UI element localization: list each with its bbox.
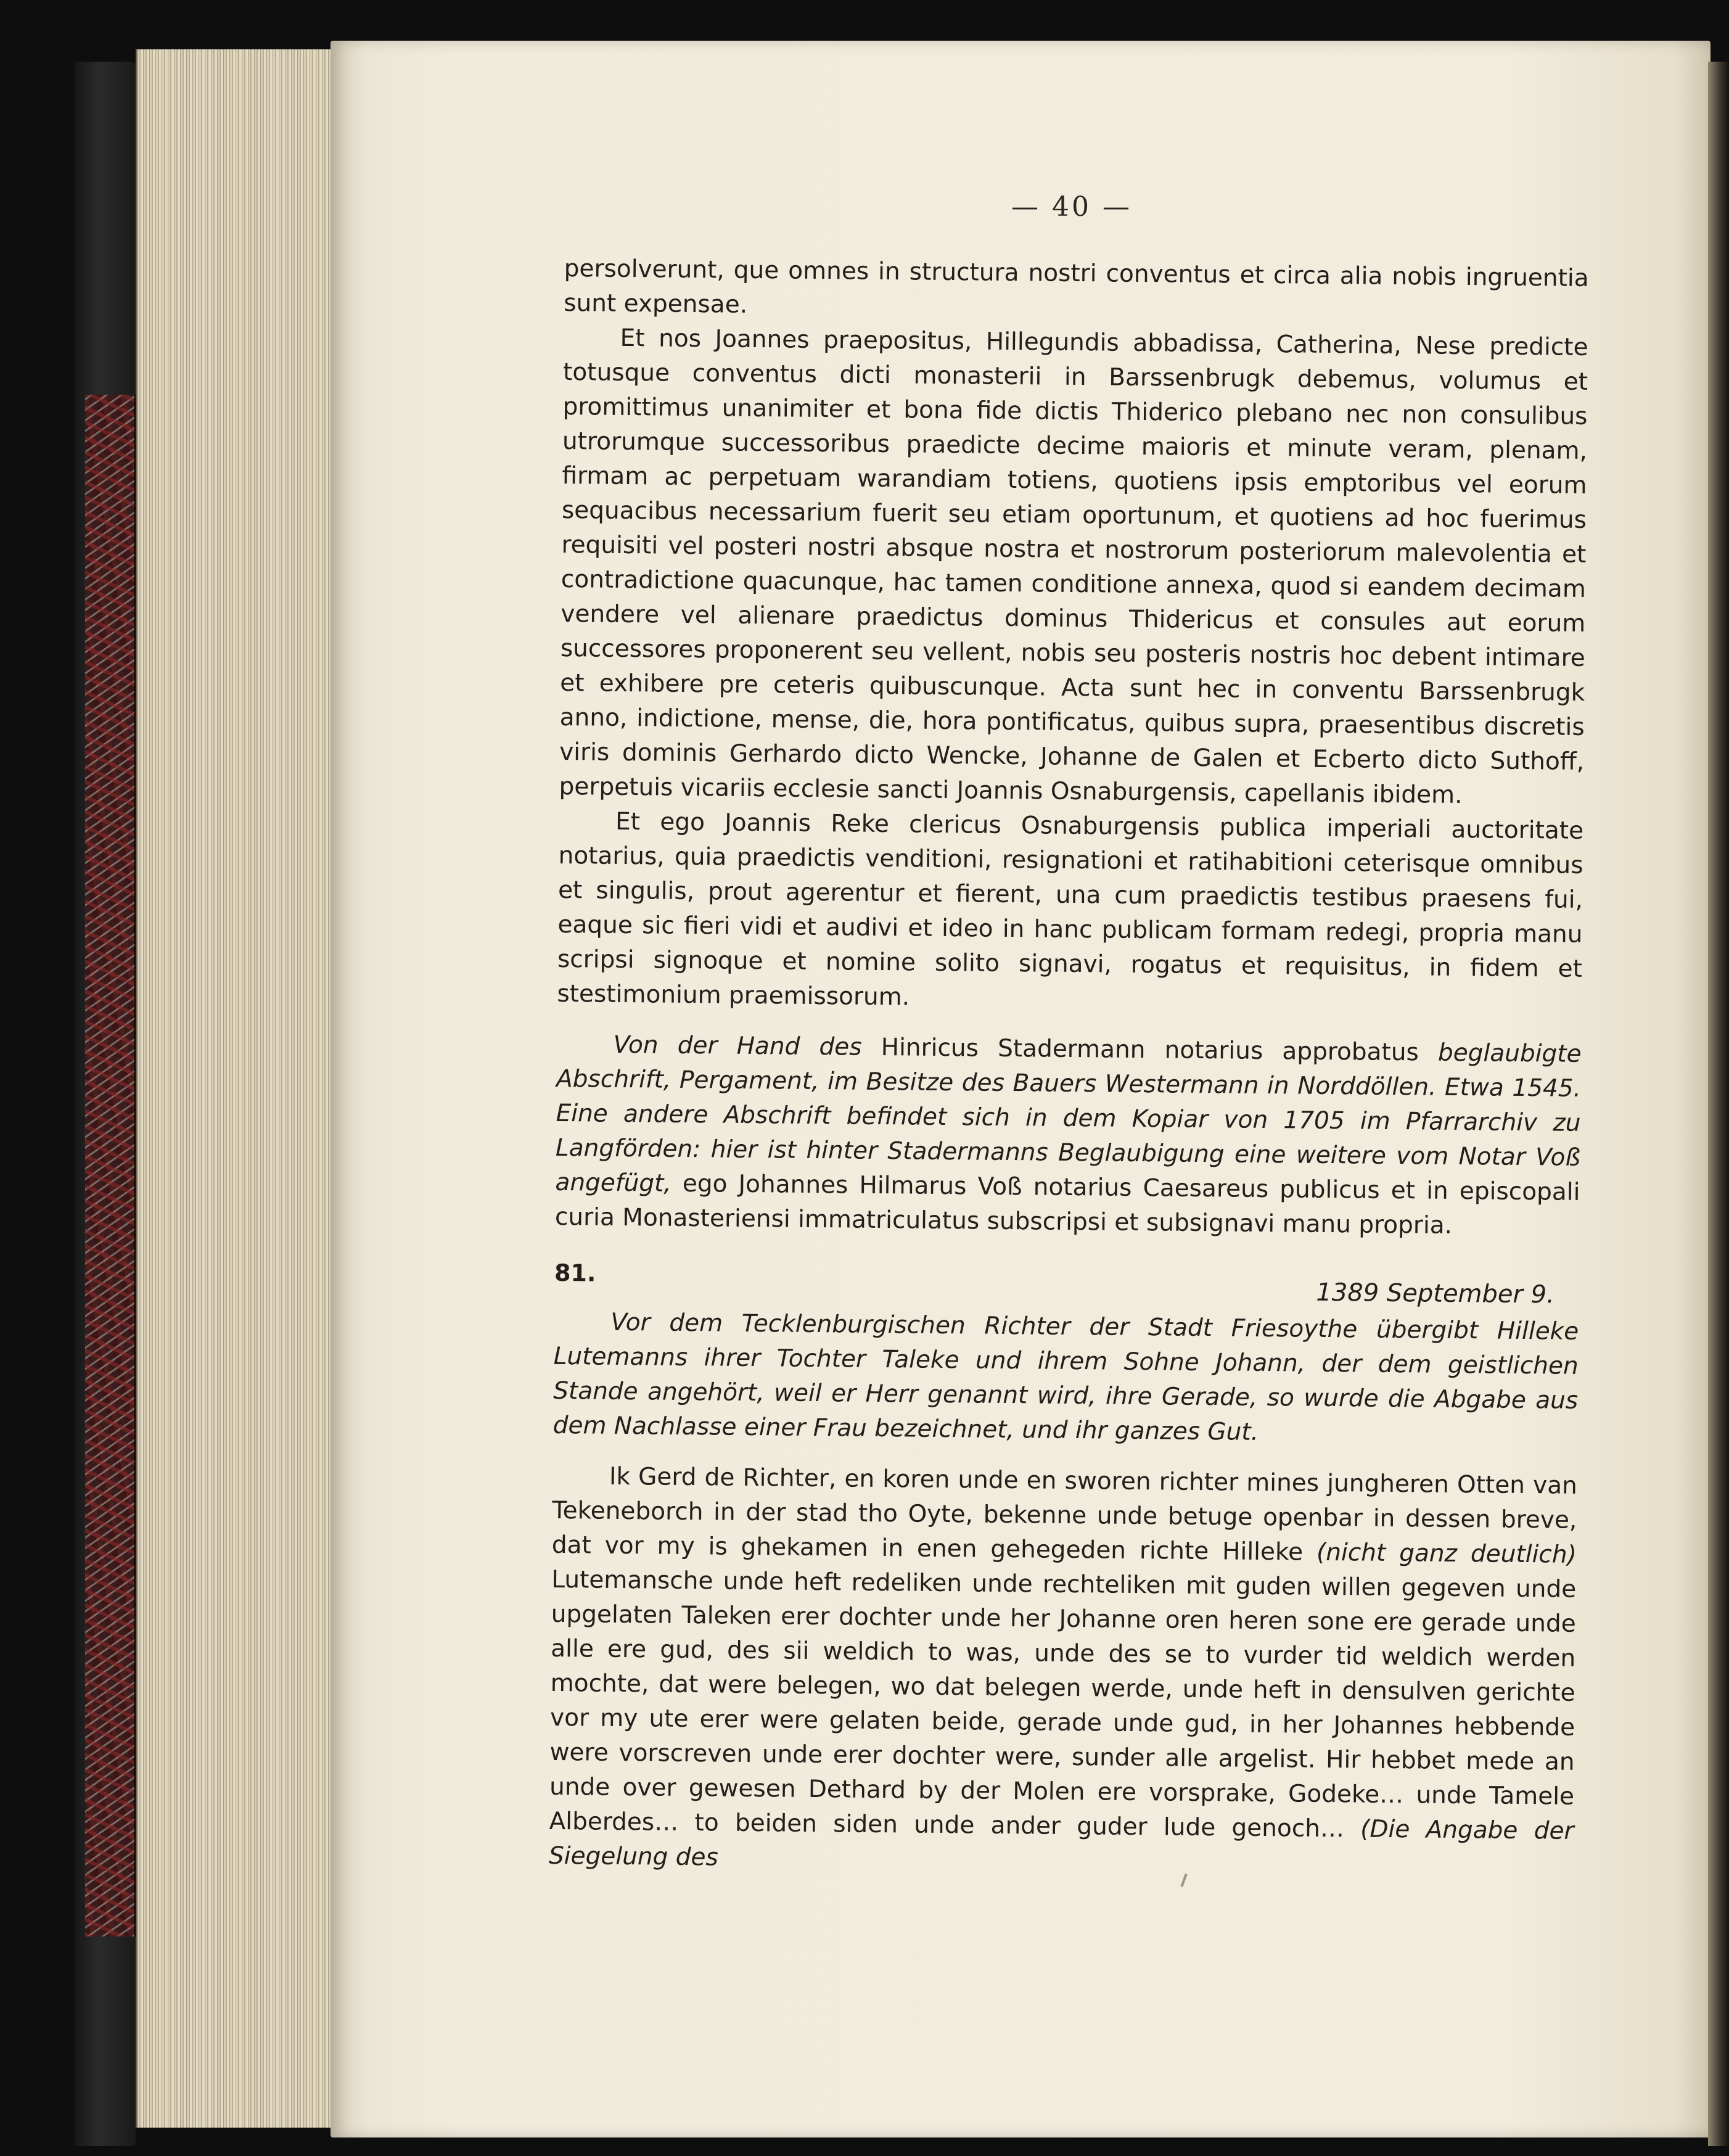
page-edges bbox=[136, 49, 335, 2128]
body-tail-italic: (Die Angabe der Siegelung des bbox=[548, 1815, 1574, 1872]
page-number: — 40 — bbox=[1011, 191, 1132, 223]
document-date: 1389 September 9. bbox=[1316, 1278, 1555, 1309]
paragraph-warranty: Et nos Joannes praepositus, Hillegundis abbadissa, Catherina, Nese predicte totusque conventus dicti monasterii in Barssenbrugk debemus, volumus et promittimus unanimiter et bona fide dictis Thiderico plebano nec non consulibus utrorumque successoribus praedicte decime maioris et minute veram, plenam, firmam ac perpetuam warandiam totiens, quotiens ipsis emptoribus vel eorum sequacibus necessarium fuerit seu etiam oportunum, et quotiens ad hoc fuerimus requisiti vel posteri nostri absque nostra et nostrorum posteriorum malevolentia et contradictione quacunque, hac tamen conditione annexa, quod si eandem decimam vendere vel alienare praedictus dominus Thidericus et consules aut eorum successores proponerent seu vellent, nobis seu posteris nostris hoc debent intimare et exhibere pre ceteris quibuscunque. Acta sunt hec in conventu Barssenbrugk anno, indictione, mense, die, hora pontificatus, quibus supra, praesentibus discretis viris dominis Gerhardo dicto Wencke, Johanne de Galen et Ecberto dicto Suthoff, perpetuis vicariis ecclesie sancti Joannis Osnaburgensis, capellanis ibidem. bbox=[559, 324, 1588, 810]
document-number: 81. bbox=[554, 1259, 596, 1287]
paragraph-notary: Et ego Joannis Reke clericus Osnaburgensis publica imperiali auctoritate notarius, quia praedictis venditioni, resignationi et ratihabitioni ceterisque omnibus et singulis, prout agerentur et fierent, una cum praedictis testibus praesens fui, eaque sic fieri vidi et audivi et ideo in hanc publicam formam redegi, propria manu scripsi signoque et nomine solito signavi, rogatus et requisitus, in fidem et stestimonium praemissorum. bbox=[557, 807, 1584, 1011]
body-part-b: Lutemansche unde heft redeliken unde rechteliken mit guden willen gegeven unde upgelaten Taleken erer dochter unde her Johanne oren heren sone ere gerade unde alle ere gud, des sii weldich to was, unde des se to vurder tid weldich werden mochte, dat were belegen, wo dat belegen werde, unde heft in densulven gerichte vor my ute erer were gelaten beide, gerade unde gud, in her Johannes hebbende were vorscreven unde erer dochter were, sunder alle argelist. Hir hebbet mede an unde over gewesen Dethard by der Molen ere vorsprake, Godeke… unde Tamele Alberdes… to beiden siden unde ander guder lude genoch… bbox=[549, 1565, 1577, 1843]
page-right-edge bbox=[1708, 62, 1729, 2146]
page-text bbox=[549, 252, 1589, 1883]
note-italic-2: beglaubigte Abschrift, Pergament, im Besitze des Bauers Westermann in Norddöllen. Etwa 1545. Eine andere Abschrift befindet sich in dem Kopiar von 1705 im Pfarrarchiv zu Langförden: hier ist hinter Stadermanns Beglaubigung eine weitere vom Notar Voß angefügt, bbox=[555, 1039, 1582, 1198]
note-roman-2: ego Johannes Hilmarus Voß notarius Caesareus publicus et in episcopali curia Monasteriensi immatriculatus subscripsi et subsignavi manu propria. bbox=[554, 1169, 1580, 1240]
document-summary: Vor dem Tecklenburgischen Richter der Stadt Friesoythe übergibt Hilleke Lutemanns ihrer Tochter Taleke und ihrem Sohne Johann, der dem geistlichen Stande angehört, weil er Herr genannt wird, ihre Gerade, so wurde die Abgabe aus dem Nachlasse einer Frau bezeichnet, und ihr ganzes Gut. bbox=[552, 1308, 1579, 1446]
editorial-note bbox=[555, 1027, 1582, 1245]
note-roman-1: Hinricus Stadermann notarius approbatus bbox=[861, 1033, 1439, 1067]
note-italic-1: Von der Hand des bbox=[613, 1031, 862, 1061]
document-body bbox=[549, 1459, 1577, 1883]
paragraph-continuation: persolverunt, que omnes in structura nostri conventus et circa alia nobis ingruentia sunt expensae. bbox=[563, 254, 1589, 319]
body-italic-note: (nicht ganz deutlich) bbox=[1316, 1538, 1577, 1569]
marbled-endpaper bbox=[85, 395, 136, 1936]
body-part-a: Ik Gerd de Richter, en koren unde en sworen richter mines jungheren Otten van Tekeneborch in der stad tho Oyte, bekenne unde betuge openbar in dessen breve, dat vor my is ghekamen in enen gehegeden richte Hilleke bbox=[551, 1462, 1578, 1566]
document-header bbox=[554, 1256, 1579, 1309]
